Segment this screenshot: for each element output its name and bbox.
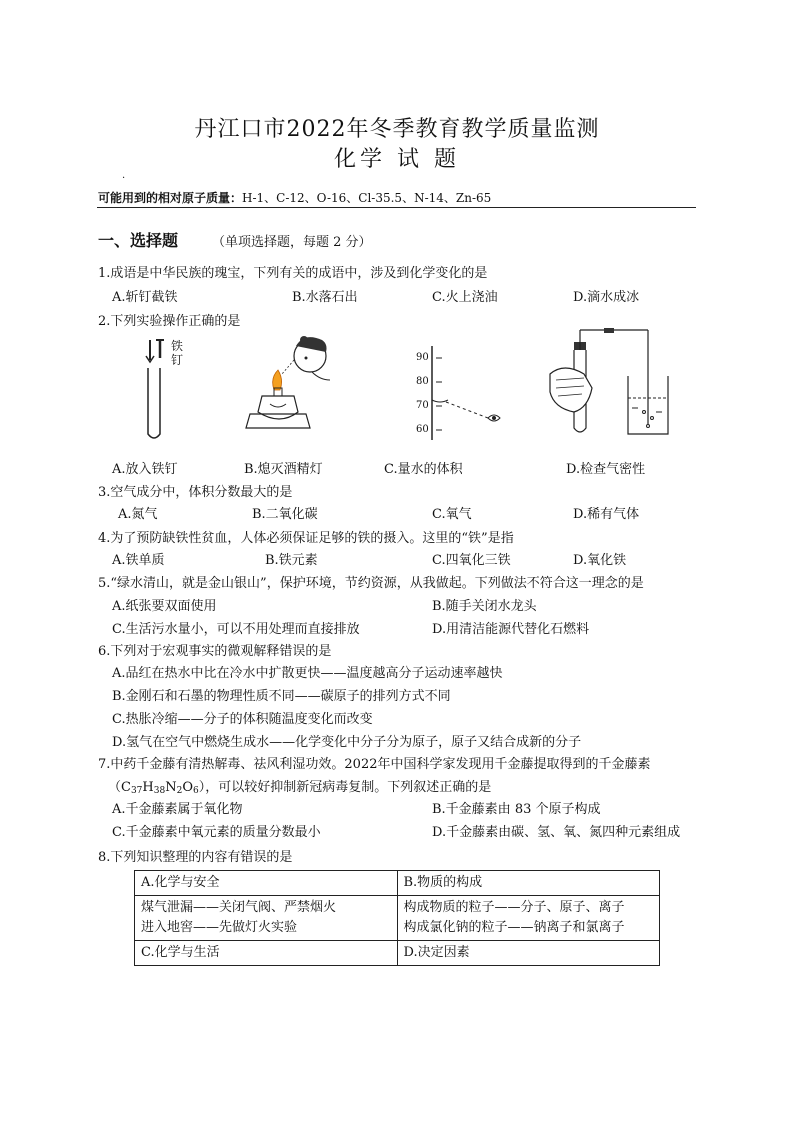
q4-option-c: C.四氧化三铁	[432, 553, 511, 568]
table-cell-a-head: A.化学与安全	[135, 871, 398, 896]
q2-option-b: B.熄灭酒精灯	[244, 462, 323, 477]
q6-option-c: C.热胀冷缩——分子的体积随温度变化而改变	[112, 712, 373, 727]
cylinder-tick-90: 90	[416, 352, 429, 363]
table-row	[135, 941, 660, 966]
cylinder-tick-80: 80	[416, 376, 429, 387]
q4-option-d: D.氧化铁	[573, 553, 627, 568]
section-note: （单项选择题，每题 2 分）	[212, 235, 372, 250]
question-4-stem: 4.为了预防缺铁性贫血，人体必须保证足够的铁的摄入。这里的“铁”是指	[98, 531, 514, 546]
q2-option-d: D.检查气密性	[566, 462, 646, 477]
question-2-stem: 2.下列实验操作正确的是	[98, 314, 241, 329]
q7-formula-c-count: 37	[130, 786, 143, 796]
q5-option-b: B.随手关闭水龙头	[432, 599, 537, 614]
table-a-line-1: 煤气泄漏——关闭气阀、严禁烟火	[141, 900, 337, 915]
q1-option-b: B.水落石出	[292, 290, 358, 305]
table-b-line-2: 构成氯化钠的粒子——钠离子和氯离子	[403, 920, 625, 935]
cylinder-tick-60: 60	[416, 424, 429, 435]
q7-formula-n-count: 2	[176, 786, 183, 796]
airtightness-check-figure	[544, 328, 674, 442]
table-cell-a-body	[135, 896, 398, 941]
page-title: 丹江口市2022年冬季教育教学质量监测	[194, 117, 600, 142]
question-8-stem: 8.下列知识整理的内容有错误的是	[98, 850, 293, 865]
q2-option-a: A.放入铁钉	[112, 462, 178, 477]
atomic-mass-label: 可能用到的相对原子质量：	[98, 191, 243, 205]
question-7-stem-line2: $(C_{37}H_{38}N_2O_6)$，可以较好抑制新冠病毒复制。下列叙述正确的是	[108, 780, 492, 796]
q7-option-d: D.千金藤素由碳、氢、氧、氮四种元素组成	[432, 825, 681, 840]
q7-formula-prefix: （C	[108, 780, 131, 795]
q7-option-a: A.千金藤素属于氧化物	[112, 802, 243, 817]
table-b-line-1: 构成物质的粒子——分子、原子、离子	[403, 900, 625, 915]
alcohol-lamp-figure	[240, 330, 340, 440]
q3-option-c: C.氧气	[432, 507, 472, 522]
table-row	[135, 871, 660, 896]
nail-label: 铁钉	[171, 339, 184, 367]
knowledge-table	[134, 870, 660, 966]
q3-option-a: A.氮气	[118, 507, 158, 522]
page-subtitle: 化学 试 题	[334, 147, 460, 172]
q7-option-b: B.千金藤素由 83 个原子构成	[432, 802, 601, 817]
section-title: 一、选择题	[98, 231, 179, 250]
q7-stem-suffix: ），可以较好抑制新冠病毒复制。下列叙述正确的是	[198, 780, 492, 795]
q2-option-c: C.量水的体积	[384, 462, 463, 477]
q5-option-a: A.纸张要双面使用	[112, 599, 217, 614]
table-cell-c-head: C.化学与生活	[135, 941, 398, 966]
q1-option-a: A.斩钉截铁	[112, 290, 178, 305]
table-cell-d-head: D.决定因素	[397, 941, 660, 966]
atomic-mass-values: H-1、C-12、O-16、Cl-35.5、N-14、Zn-65	[242, 191, 492, 205]
q1-option-c: C.火上浇油	[432, 290, 498, 305]
q3-option-b: B.二氧化碳	[252, 507, 318, 522]
table-cell-b-body	[397, 896, 660, 941]
question-7-stem: 7.中药千金藤有清热解毒、祛风利湿功效。2022年中国科学家发现用千金藤提取得到的千金藤素	[98, 757, 651, 772]
header-divider	[97, 207, 696, 208]
stray-dot: .	[122, 170, 126, 181]
q4-option-b: B.铁元素	[265, 553, 318, 568]
q6-option-a: A.品红在热水中比在冷水中扩散更快——温度越高分子运动速率越快	[112, 666, 503, 681]
q4-option-a: A.铁单质	[112, 553, 165, 568]
q5-option-c: C.生活污水量小，可以不用处理而直接排放	[112, 622, 360, 637]
q7-formula-h-count: 38	[153, 786, 166, 796]
table-cell-b-head: B.物质的构成	[397, 871, 660, 896]
question-5-stem: 5.“绿水清山，就是金山银山”，保护环境，节约资源，从我做起。下列做法不符合这一理念的是	[98, 576, 644, 591]
q6-option-d: D.氢气在空气中燃烧生成水——化学变化中分子分为原子，原子又结合成新的分子	[112, 735, 582, 750]
table-row	[135, 896, 660, 941]
q1-option-d: D.滴水成冰	[573, 290, 640, 305]
atomic-mass-line	[98, 189, 491, 206]
graduated-cylinder-figure	[396, 344, 516, 440]
q7-formula-o-count: 6	[192, 786, 199, 796]
question-6-stem: 6.下列对于宏观事实的微观解释错误的是	[98, 644, 332, 659]
q3-option-d: D.稀有气体	[573, 507, 640, 522]
q5-option-d: D.用清洁能源代替化石燃料	[432, 622, 590, 637]
table-a-line-2: 进入地窖——先做灯火实验	[141, 920, 298, 935]
question-3-stem: 3.空气成分中，体积分数最大的是	[98, 485, 293, 500]
cylinder-tick-70: 70	[416, 400, 429, 411]
q6-option-b: B.金刚石和石墨的物理性质不同——碳原子的排列方式不同	[112, 689, 451, 704]
q7-option-c: C.千金藤素中氧元素的质量分数最小	[112, 825, 321, 840]
question-1-stem: 1.成语是中华民族的瑰宝，下列有关的成语中，涉及到化学变化的是	[98, 266, 488, 281]
